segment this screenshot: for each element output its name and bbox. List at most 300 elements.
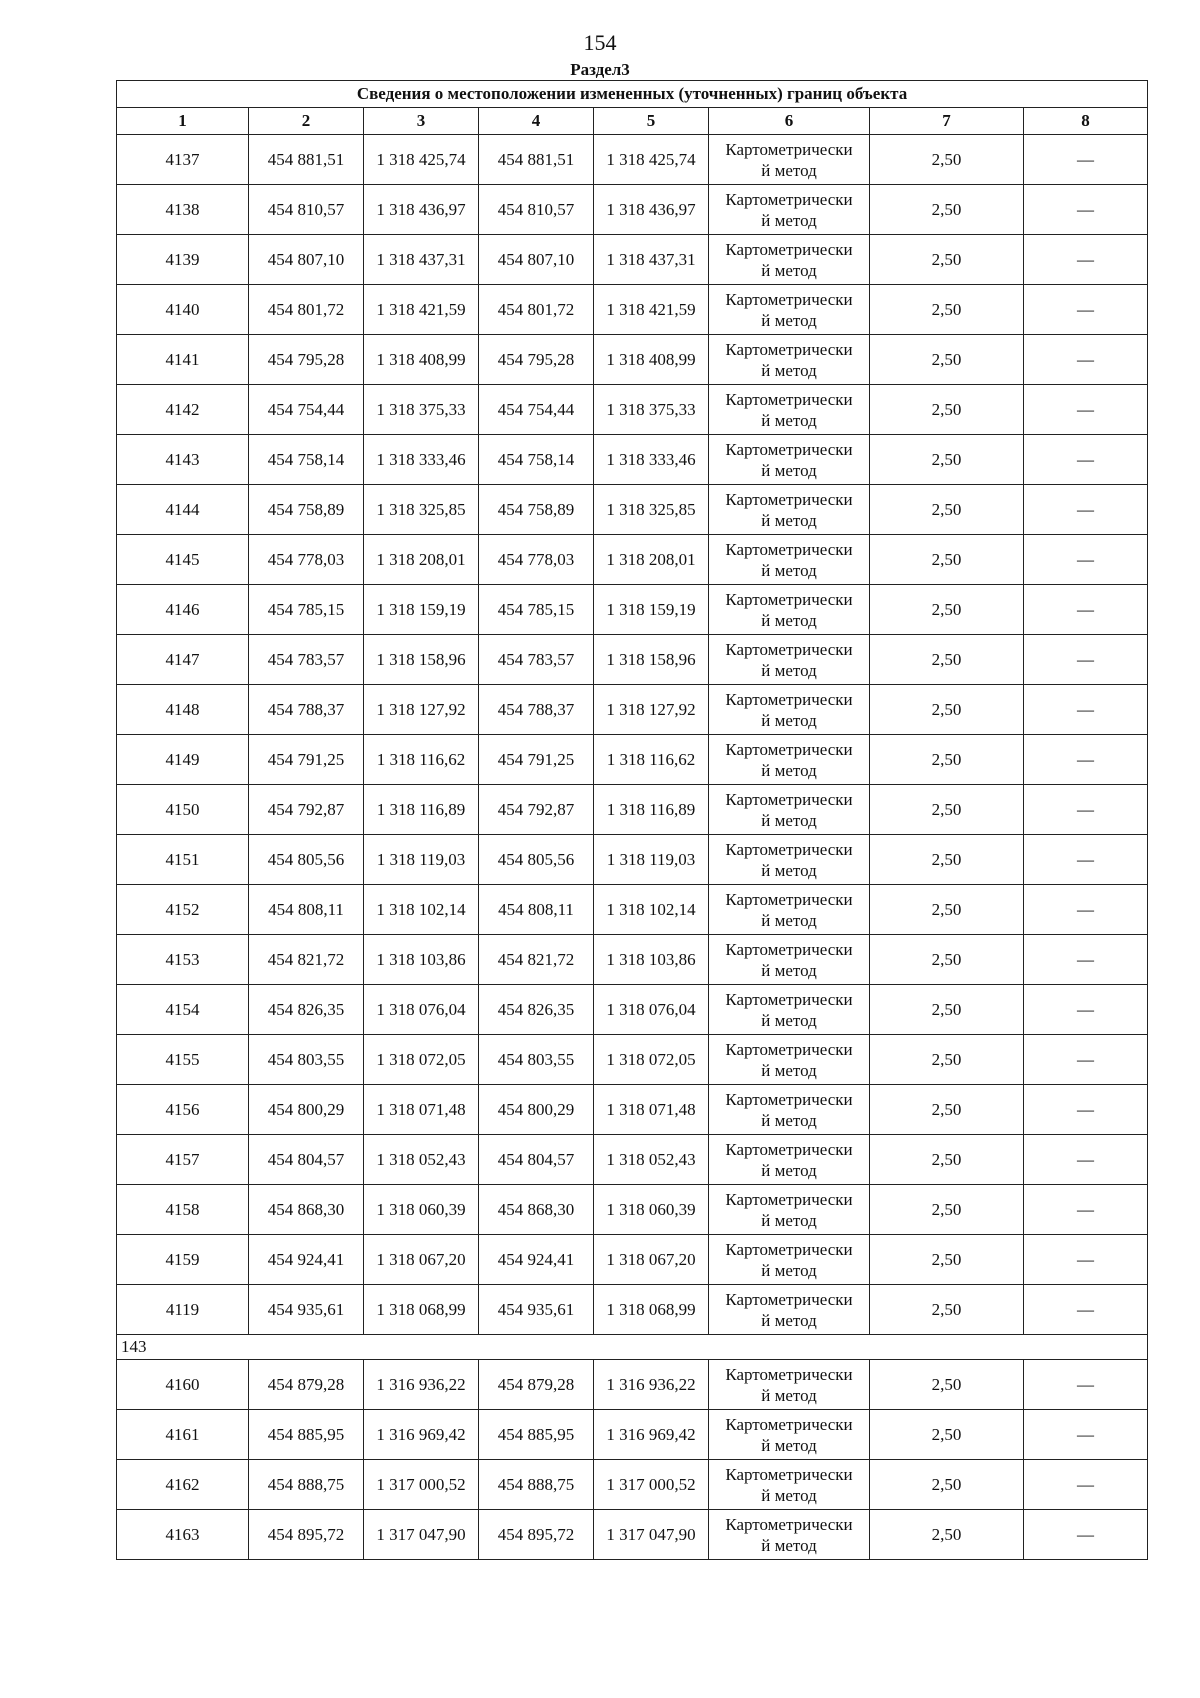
table-cell-col-5: 1 318 116,89 [594, 785, 709, 835]
table-cell-col-5: 1 318 425,74 [594, 135, 709, 185]
table-cell-col-3: 1 318 158,96 [364, 635, 479, 685]
table-cell-col-3: 1 318 127,92 [364, 685, 479, 735]
table-cell-col-6 [709, 1185, 870, 1235]
method-text-line: й метод [761, 1210, 817, 1230]
table-cell-col-7: 2,50 [870, 235, 1024, 285]
method-text-line: Картометрически [725, 539, 853, 559]
column-header: 7 [870, 108, 1024, 135]
table-cell-col-7: 2,50 [870, 535, 1024, 585]
table-cell-col-3: 1 318 116,89 [364, 785, 479, 835]
table-row [117, 785, 1148, 835]
method-text-line: Картометрически [725, 1364, 853, 1384]
table-cell-col-1: 4162 [117, 1460, 249, 1510]
table-cell-col-8: — [1024, 585, 1148, 635]
method-text-line: Картометрически [725, 589, 853, 609]
table-cell-col-5: 1 318 076,04 [594, 985, 709, 1035]
table-row [117, 685, 1148, 735]
table-cell-col-5: 1 318 060,39 [594, 1185, 709, 1235]
method-text-line: Картометрически [725, 189, 853, 209]
table-cell-col-1: 4152 [117, 885, 249, 935]
table-cell-col-2: 454 804,57 [249, 1135, 364, 1185]
method-text-line: й метод [761, 1535, 817, 1555]
table-row [117, 285, 1148, 335]
table-cell-col-1: 4139 [117, 235, 249, 285]
table-cell-col-2: 454 785,15 [249, 585, 364, 635]
table-cell-col-2: 454 935,61 [249, 1285, 364, 1335]
table-row [117, 235, 1148, 285]
table-cell-col-1: 4150 [117, 785, 249, 835]
method-text-line: Картометрически [725, 939, 853, 959]
table-cell-col-6 [709, 385, 870, 435]
table-cell-col-2: 454 801,72 [249, 285, 364, 335]
method-text-line: й метод [761, 410, 817, 430]
table-cell-col-6 [709, 1360, 870, 1410]
table-cell-col-3: 1 318 116,62 [364, 735, 479, 785]
table-cell-col-3: 1 318 119,03 [364, 835, 479, 885]
table-cell-col-8: — [1024, 1360, 1148, 1410]
table-cell-col-6 [709, 485, 870, 535]
method-text-line: й метод [761, 1060, 817, 1080]
method-text-line: й метод [761, 360, 817, 380]
table-cell-col-6 [709, 1085, 870, 1135]
method-text-line: Картометрически [725, 139, 853, 159]
table-cell-col-8: — [1024, 485, 1148, 535]
table-cell-col-2: 454 924,41 [249, 1235, 364, 1285]
table-cell-col-5: 1 318 325,85 [594, 485, 709, 535]
table-cell-col-4: 454 805,56 [479, 835, 594, 885]
table-cell-col-1: 4147 [117, 635, 249, 685]
table-row [117, 885, 1148, 935]
table-cell-col-5: 1 318 072,05 [594, 1035, 709, 1085]
method-text-line: й метод [761, 510, 817, 530]
table-cell-col-1: 4163 [117, 1510, 249, 1560]
table-cell-col-4: 454 888,75 [479, 1460, 594, 1510]
table-cell-col-2: 454 758,14 [249, 435, 364, 485]
table-cell-col-6 [709, 885, 870, 935]
table-cell-col-5: 1 318 119,03 [594, 835, 709, 885]
table-cell-col-3: 1 318 072,05 [364, 1035, 479, 1085]
table-cell-col-6 [709, 1135, 870, 1185]
table-row [117, 1285, 1148, 1335]
table-cell-col-1: 4148 [117, 685, 249, 735]
table-cell-col-3: 1 318 437,31 [364, 235, 479, 285]
table-cell-col-2: 454 826,35 [249, 985, 364, 1035]
table-cell-col-4: 454 788,37 [479, 685, 594, 735]
table-cell-col-2: 454 868,30 [249, 1185, 364, 1235]
table-cell-col-5: 1 318 071,48 [594, 1085, 709, 1135]
table-cell-col-8: — [1024, 1510, 1148, 1560]
method-text-line: й метод [761, 1310, 817, 1330]
table-cell-col-2: 454 783,57 [249, 635, 364, 685]
table-row [117, 1035, 1148, 1085]
table-cell-col-6 [709, 185, 870, 235]
table-cell-col-3: 1 317 047,90 [364, 1510, 479, 1560]
table-cell-col-7: 2,50 [870, 135, 1024, 185]
table-row [117, 835, 1148, 885]
table-cell-col-6 [709, 1410, 870, 1460]
table-row [117, 1460, 1148, 1510]
table-cell-col-8: — [1024, 785, 1148, 835]
method-text-line: Картометрически [725, 439, 853, 459]
method-text-line: Картометрически [725, 689, 853, 709]
method-text-line: й метод [761, 1385, 817, 1405]
column-header: 3 [364, 108, 479, 135]
table-cell-col-4: 454 879,28 [479, 1360, 594, 1410]
column-header: 1 [117, 108, 249, 135]
table-cell-col-4: 454 924,41 [479, 1235, 594, 1285]
table-cell-col-3: 1 318 102,14 [364, 885, 479, 935]
table-cell-col-6 [709, 1235, 870, 1285]
table-cell-col-7: 2,50 [870, 1510, 1024, 1560]
table-cell-col-8: — [1024, 185, 1148, 235]
table-cell-col-4: 454 778,03 [479, 535, 594, 585]
table-row [117, 485, 1148, 535]
table-cell-col-6 [709, 435, 870, 485]
table-cell-col-8: — [1024, 285, 1148, 335]
table-cell-col-2: 454 758,89 [249, 485, 364, 535]
method-text-line: Картометрически [725, 989, 853, 1009]
table-caption-row [117, 81, 1148, 108]
table-cell-col-6 [709, 1035, 870, 1085]
method-text-line: Картометрически [725, 639, 853, 659]
table-cell-col-4: 454 792,87 [479, 785, 594, 835]
table-cell-col-6 [709, 235, 870, 285]
table-cell-col-1: 4137 [117, 135, 249, 185]
table-cell-col-2: 454 879,28 [249, 1360, 364, 1410]
method-text-line: Картометрически [725, 839, 853, 859]
table-cell-col-8: — [1024, 1235, 1148, 1285]
table-cell-col-1: 4140 [117, 285, 249, 335]
table-body [117, 135, 1148, 1560]
table-row [117, 535, 1148, 585]
table-cell-col-4: 454 754,44 [479, 385, 594, 435]
method-text-line: Картометрически [725, 739, 853, 759]
table-cell-col-4: 454 800,29 [479, 1085, 594, 1135]
table-row [117, 635, 1148, 685]
table-cell-col-8: — [1024, 335, 1148, 385]
table-cell-col-2: 454 805,56 [249, 835, 364, 885]
method-text-line: й метод [761, 1110, 817, 1130]
table-cell-col-2: 454 792,87 [249, 785, 364, 835]
table-cell-col-4: 454 758,14 [479, 435, 594, 485]
table-row [117, 1135, 1148, 1185]
method-text-line: Картометрически [725, 1514, 853, 1534]
column-header: 8 [1024, 108, 1148, 135]
table-cell-col-4: 454 868,30 [479, 1185, 594, 1235]
table-cell-col-1: 4143 [117, 435, 249, 485]
table-cell-col-2: 454 808,11 [249, 885, 364, 935]
table-cell-col-5: 1 318 437,31 [594, 235, 709, 285]
table-cell-col-8: — [1024, 1460, 1148, 1510]
table-cell-col-1: 4151 [117, 835, 249, 885]
table-cell-col-2: 454 810,57 [249, 185, 364, 235]
method-text-line: й метод [761, 260, 817, 280]
table-cell-col-1: 4119 [117, 1285, 249, 1335]
table-cell-col-6 [709, 935, 870, 985]
table-row [117, 1085, 1148, 1135]
method-text-line: й метод [761, 960, 817, 980]
table-cell-col-4: 454 801,72 [479, 285, 594, 335]
table-cell-col-8: — [1024, 985, 1148, 1035]
table-cell-col-2: 454 778,03 [249, 535, 364, 585]
table-cell-col-6 [709, 1285, 870, 1335]
table-row [117, 1510, 1148, 1560]
table-cell-col-3: 1 316 969,42 [364, 1410, 479, 1460]
table-cell-col-1: 4160 [117, 1360, 249, 1410]
method-text-line: Картометрически [725, 1039, 853, 1059]
table-cell-col-1: 4154 [117, 985, 249, 1035]
table-cell-col-8: — [1024, 1085, 1148, 1135]
table-cell-col-3: 1 318 076,04 [364, 985, 479, 1035]
table-cell-col-2: 454 788,37 [249, 685, 364, 735]
table-cell-col-5: 1 318 052,43 [594, 1135, 709, 1185]
method-text-line: й метод [761, 460, 817, 480]
table-cell-col-7: 2,50 [870, 185, 1024, 235]
method-text-line: й метод [761, 160, 817, 180]
table-cell-col-3: 1 316 936,22 [364, 1360, 479, 1410]
table-cell-col-8: — [1024, 535, 1148, 585]
table-cell-col-7: 2,50 [870, 1135, 1024, 1185]
method-text-line: Картометрически [725, 489, 853, 509]
table-cell-col-6 [709, 685, 870, 735]
table-cell-col-1: 4138 [117, 185, 249, 235]
table-cell-col-8: — [1024, 1035, 1148, 1085]
table-cell-col-5: 1 318 067,20 [594, 1235, 709, 1285]
table-cell-col-6 [709, 285, 870, 335]
coordinates-table [116, 80, 1148, 1560]
table-cell-col-2: 454 888,75 [249, 1460, 364, 1510]
table-cell-col-3: 1 318 060,39 [364, 1185, 479, 1235]
table-cell-col-6 [709, 585, 870, 635]
table-cell-col-7: 2,50 [870, 985, 1024, 1035]
table-cell-col-8: — [1024, 835, 1148, 885]
column-header: 5 [594, 108, 709, 135]
table-caption: Сведения о местоположении измененных (уточненных) границ объекта [117, 81, 1148, 108]
table-cell-col-8: — [1024, 1135, 1148, 1185]
table-cell-col-5: 1 318 208,01 [594, 535, 709, 585]
table-cell-col-4: 454 807,10 [479, 235, 594, 285]
table-cell-col-3: 1 318 103,86 [364, 935, 479, 985]
method-text-line: Картометрически [725, 389, 853, 409]
table-cell-col-7: 2,50 [870, 1360, 1024, 1410]
table-cell-col-2: 454 807,10 [249, 235, 364, 285]
table-cell-col-7: 2,50 [870, 335, 1024, 385]
method-text-line: Картометрически [725, 239, 853, 259]
table-row [117, 385, 1148, 435]
table-cell-col-8: — [1024, 885, 1148, 935]
method-text-line: Картометрически [725, 1139, 853, 1159]
table-cell-col-3: 1 318 159,19 [364, 585, 479, 635]
table-cell-col-1: 4161 [117, 1410, 249, 1460]
method-text-line: й метод [761, 310, 817, 330]
table-cell-col-4: 454 804,57 [479, 1135, 594, 1185]
table-row [117, 1185, 1148, 1235]
table-cell-col-7: 2,50 [870, 635, 1024, 685]
method-text-line: й метод [761, 210, 817, 230]
table-cell-col-3: 1 318 425,74 [364, 135, 479, 185]
method-text-line: й метод [761, 810, 817, 830]
table-cell-col-5: 1 318 068,99 [594, 1285, 709, 1335]
table-cell-col-3: 1 318 067,20 [364, 1235, 479, 1285]
table-cell-col-1: 4159 [117, 1235, 249, 1285]
method-text-line: й метод [761, 610, 817, 630]
method-text-line: Картометрически [725, 789, 853, 809]
table-cell-col-4: 454 895,72 [479, 1510, 594, 1560]
table-row [117, 985, 1148, 1035]
method-text-line: й метод [761, 1160, 817, 1180]
table-cell-col-8: — [1024, 135, 1148, 185]
table-cell-col-8: — [1024, 735, 1148, 785]
table-cell-col-4: 454 803,55 [479, 1035, 594, 1085]
method-text-line: й метод [761, 760, 817, 780]
table-cell-col-4: 454 826,35 [479, 985, 594, 1035]
table-cell-col-1: 4142 [117, 385, 249, 435]
table-cell-col-2: 454 791,25 [249, 735, 364, 785]
table-cell-col-3: 1 318 375,33 [364, 385, 479, 435]
method-text-line: Картометрически [725, 1089, 853, 1109]
table-cell-col-5: 1 318 102,14 [594, 885, 709, 935]
table-cell-col-7: 2,50 [870, 435, 1024, 485]
table-cell-col-4: 454 810,57 [479, 185, 594, 235]
table-cell-col-8: — [1024, 1410, 1148, 1460]
table-cell-col-7: 2,50 [870, 835, 1024, 885]
table-cell-col-6 [709, 535, 870, 585]
table-cell-col-4: 454 795,28 [479, 335, 594, 385]
table-cell-col-7: 2,50 [870, 1085, 1024, 1135]
table-cell-col-4: 454 808,11 [479, 885, 594, 935]
table-cell-col-5: 1 317 000,52 [594, 1460, 709, 1510]
column-header: 4 [479, 108, 594, 135]
method-text-line: Картометрически [725, 1464, 853, 1484]
table-cell-col-5: 1 318 333,46 [594, 435, 709, 485]
column-header: 2 [249, 108, 364, 135]
table-cell-col-4: 454 783,57 [479, 635, 594, 685]
table-cell-col-1: 4146 [117, 585, 249, 635]
column-header: 6 [709, 108, 870, 135]
method-text-line: й метод [761, 1260, 817, 1280]
table-cell-col-5: 1 316 969,42 [594, 1410, 709, 1460]
method-text-line: й метод [761, 860, 817, 880]
table-cell-col-5: 1 318 158,96 [594, 635, 709, 685]
table-cell-col-2: 454 795,28 [249, 335, 364, 385]
group-label: 143 [117, 1335, 1148, 1360]
table-row [117, 935, 1148, 985]
table-cell-col-6 [709, 835, 870, 885]
table-cell-col-3: 1 318 436,97 [364, 185, 479, 235]
table-cell-col-3: 1 318 325,85 [364, 485, 479, 535]
table-cell-col-7: 2,50 [870, 585, 1024, 635]
table-cell-col-7: 2,50 [870, 885, 1024, 935]
table-cell-col-7: 2,50 [870, 1460, 1024, 1510]
table-group-row [117, 1335, 1148, 1360]
table-cell-col-3: 1 318 408,99 [364, 335, 479, 385]
table-row [117, 435, 1148, 485]
table-cell-col-5: 1 316 936,22 [594, 1360, 709, 1410]
table-cell-col-2: 454 895,72 [249, 1510, 364, 1560]
table-row [117, 185, 1148, 235]
table-cell-col-6 [709, 1460, 870, 1510]
table-cell-col-1: 4155 [117, 1035, 249, 1085]
table-cell-col-5: 1 318 421,59 [594, 285, 709, 335]
table-cell-col-3: 1 318 052,43 [364, 1135, 479, 1185]
table-cell-col-1: 4153 [117, 935, 249, 985]
table-cell-col-5: 1 318 408,99 [594, 335, 709, 385]
method-text-line: й метод [761, 660, 817, 680]
table-cell-col-6 [709, 135, 870, 185]
table-row [117, 1235, 1148, 1285]
table-cell-col-6 [709, 1510, 870, 1560]
method-text-line: Картометрически [725, 289, 853, 309]
section-title: Раздел3 [570, 60, 630, 79]
table-cell-col-1: 4158 [117, 1185, 249, 1235]
table-cell-col-8: — [1024, 1185, 1148, 1235]
table-cell-col-6 [709, 635, 870, 685]
table-cell-col-1: 4141 [117, 335, 249, 385]
method-text-line: Картометрически [725, 889, 853, 909]
table-cell-col-2: 454 821,72 [249, 935, 364, 985]
table-cell-col-5: 1 318 436,97 [594, 185, 709, 235]
method-text-line: й метод [761, 1010, 817, 1030]
method-text-line: Картометрически [725, 1289, 853, 1309]
table-cell-col-2: 454 754,44 [249, 385, 364, 435]
table-cell-col-7: 2,50 [870, 1185, 1024, 1235]
table-cell-col-6 [709, 785, 870, 835]
table-cell-col-1: 4144 [117, 485, 249, 535]
table-cell-col-7: 2,50 [870, 1285, 1024, 1335]
table-cell-col-2: 454 881,51 [249, 135, 364, 185]
table-cell-col-5: 1 318 116,62 [594, 735, 709, 785]
table-cell-col-4: 454 785,15 [479, 585, 594, 635]
column-header-row [117, 108, 1148, 135]
method-text-line: Картометрически [725, 1189, 853, 1209]
table-cell-col-6 [709, 735, 870, 785]
table-cell-col-3: 1 318 068,99 [364, 1285, 479, 1335]
table-cell-col-7: 2,50 [870, 1235, 1024, 1285]
table-row [117, 1410, 1148, 1460]
table-cell-col-5: 1 317 047,90 [594, 1510, 709, 1560]
table-cell-col-4: 454 885,95 [479, 1410, 594, 1460]
table-cell-col-7: 2,50 [870, 485, 1024, 535]
table-cell-col-3: 1 318 208,01 [364, 535, 479, 585]
table-row [117, 585, 1148, 635]
table-row [117, 735, 1148, 785]
table-cell-col-2: 454 803,55 [249, 1035, 364, 1085]
table-cell-col-5: 1 318 159,19 [594, 585, 709, 635]
method-text-line: й метод [761, 710, 817, 730]
method-text-line: й метод [761, 1435, 817, 1455]
table-cell-col-3: 1 317 000,52 [364, 1460, 479, 1510]
method-text-line: й метод [761, 560, 817, 580]
table-cell-col-6 [709, 335, 870, 385]
table-cell-col-4: 454 821,72 [479, 935, 594, 985]
table-cell-col-8: — [1024, 435, 1148, 485]
table-row [117, 335, 1148, 385]
table-cell-col-4: 454 791,25 [479, 735, 594, 785]
table-cell-col-5: 1 318 127,92 [594, 685, 709, 735]
table-cell-col-4: 454 758,89 [479, 485, 594, 535]
method-text-line: й метод [761, 910, 817, 930]
table-row [117, 135, 1148, 185]
method-text-line: й метод [761, 1485, 817, 1505]
table-cell-col-6 [709, 985, 870, 1035]
method-text-line: Картометрически [725, 1239, 853, 1259]
table-cell-col-8: — [1024, 685, 1148, 735]
table-cell-col-1: 4157 [117, 1135, 249, 1185]
table-cell-col-1: 4156 [117, 1085, 249, 1135]
table-cell-col-4: 454 881,51 [479, 135, 594, 185]
table-cell-col-7: 2,50 [870, 935, 1024, 985]
table-cell-col-8: — [1024, 635, 1148, 685]
